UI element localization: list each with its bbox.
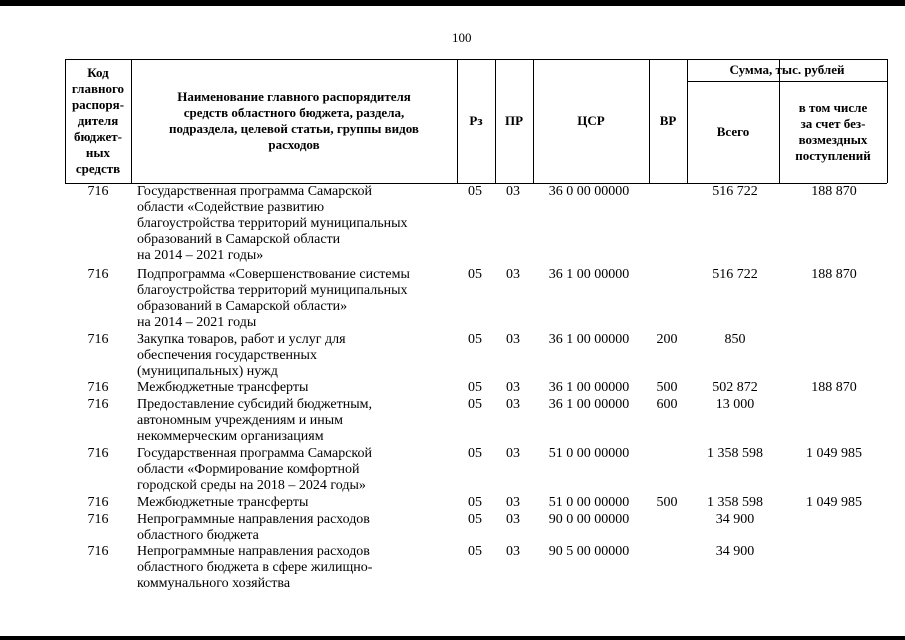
row-csr: 36 1 00 00000 (548, 332, 630, 347)
row-code: 716 (87, 380, 109, 395)
row-code: 716 (87, 544, 109, 559)
row-name (137, 446, 457, 494)
scan-top-border (0, 0, 905, 6)
row-name-line: образований в Самарской области» (137, 299, 348, 314)
row-name-line: некоммерческим организациям (137, 429, 324, 444)
header-name (131, 59, 457, 183)
row-csr: 36 0 00 00000 (548, 184, 630, 199)
row-name-line: Межбюджетные трансферты (137, 495, 309, 510)
row-name-line: Государственная программа Самарской (137, 446, 373, 461)
header-code-line: средств (75, 161, 121, 176)
header-pr: ПР (504, 113, 524, 128)
row-free: 188 870 (811, 184, 857, 199)
row-csr: 36 1 00 00000 (548, 380, 630, 395)
row-total: 502 872 (712, 380, 758, 395)
row-name-line: Межбюджетные трансферты (137, 380, 309, 395)
row-code: 716 (87, 446, 109, 461)
row-name-line: Подпрограмма «Совершенствование системы (137, 267, 410, 282)
header-vr: ВР (659, 113, 677, 128)
header-name-line: подраздела, целевой статьи, группы видов (169, 121, 419, 136)
row-csr: 90 5 00 00000 (548, 544, 630, 559)
row-csr: 90 0 00 00000 (548, 512, 630, 527)
header-column-divider (887, 59, 888, 183)
row-name-line: коммунального хозяйства (137, 576, 291, 591)
row-total: 13 000 (715, 397, 755, 412)
row-name-line: (муниципальных) нужд (137, 364, 278, 379)
row-rz: 05 (468, 446, 482, 461)
row-name-line: областного бюджета (137, 528, 259, 543)
row-code: 716 (87, 397, 109, 412)
row-name (137, 184, 457, 264)
row-name (137, 332, 457, 380)
header-code-line: распоря- (71, 97, 125, 112)
row-free: 188 870 (811, 380, 857, 395)
row-name-line: области «Содействие развитию (137, 200, 325, 215)
page-number: 100 (452, 30, 472, 45)
row-name-line: городской среды на 2018 – 2024 годы» (137, 478, 366, 493)
row-vr: 600 (656, 397, 678, 412)
row-code: 716 (87, 512, 109, 527)
row-csr: 51 0 00 00000 (548, 495, 630, 510)
row-pr: 03 (506, 446, 520, 461)
row-free: 188 870 (811, 267, 857, 282)
row-name (137, 380, 457, 396)
row-code: 716 (87, 495, 109, 510)
row-name (137, 512, 457, 544)
header-name-line: Наименование главного распорядителя (177, 89, 411, 104)
row-name-line: Закупка товаров, работ и услуг для (137, 332, 346, 347)
row-code: 716 (87, 267, 109, 282)
row-name-line: Непрограммные направления расходов (137, 512, 370, 527)
row-vr: 500 (656, 495, 678, 510)
row-csr: 36 1 00 00000 (548, 267, 630, 282)
row-rz: 05 (468, 495, 482, 510)
row-total: 1 358 598 (707, 446, 763, 461)
row-name-line: благоустройства территорий муниципальных (137, 216, 408, 231)
row-name (137, 397, 457, 445)
row-total: 516 722 (712, 267, 758, 282)
row-name (137, 544, 457, 592)
header-rz: Рз (469, 113, 483, 128)
row-rz: 05 (468, 332, 482, 347)
row-name (137, 267, 457, 331)
row-rz: 05 (468, 512, 482, 527)
row-csr: 51 0 00 00000 (548, 446, 630, 461)
row-vr: 200 (656, 332, 678, 347)
row-name-line: Государственная программа Самарской (137, 184, 373, 199)
header-code-line: бюджет- (73, 129, 122, 144)
header-code-line: главного (71, 81, 125, 96)
row-total: 516 722 (712, 184, 758, 199)
row-vr: 500 (656, 380, 678, 395)
header-free-line: поступлений (795, 148, 871, 163)
header-free-line: за счет без- (800, 116, 866, 131)
row-free: 1 049 985 (806, 495, 862, 510)
row-name-line: областного бюджета в сфере жилищно- (137, 560, 373, 575)
header-csr: ЦСР (577, 113, 605, 128)
row-name-line: обеспечения государственных (137, 348, 317, 363)
row-csr: 36 1 00 00000 (548, 397, 630, 412)
row-rz: 05 (468, 397, 482, 412)
row-rz: 05 (468, 184, 482, 199)
row-name-line: автономным учреждениям и иным (137, 413, 344, 428)
row-total: 34 900 (715, 544, 755, 559)
header-name-line: средств областного бюджета, раздела, (183, 105, 405, 120)
header-total: Всего (716, 124, 750, 139)
row-name-line: на 2014 – 2021 годы» (137, 248, 264, 263)
row-pr: 03 (506, 332, 520, 347)
row-pr: 03 (506, 380, 520, 395)
row-name-line: на 2014 – 2021 годы (137, 315, 257, 330)
row-pr: 03 (506, 397, 520, 412)
header-free-line: в том числе (798, 100, 868, 115)
row-pr: 03 (506, 512, 520, 527)
row-name-line: Предоставление субсидий бюджетным, (137, 397, 373, 412)
row-total: 34 900 (715, 512, 755, 527)
row-free: 1 049 985 (806, 446, 862, 461)
row-name-line: Непрограммные направления расходов (137, 544, 370, 559)
scan-bottom-border (0, 636, 905, 640)
row-name-line: образований в Самарской области (137, 232, 341, 247)
row-rz: 05 (468, 544, 482, 559)
row-pr: 03 (506, 184, 520, 199)
row-pr: 03 (506, 267, 520, 282)
row-pr: 03 (506, 544, 520, 559)
header-code-line: Код (87, 65, 109, 80)
row-code: 716 (87, 184, 109, 199)
row-rz: 05 (468, 267, 482, 282)
row-total: 850 (724, 332, 746, 347)
header-name-line: расходов (268, 137, 320, 152)
header-code-line: ных (85, 145, 111, 160)
row-name-line: области «Формирование комфортной (137, 462, 360, 477)
row-rz: 05 (468, 380, 482, 395)
header-sum: Сумма, тыс. рублей (729, 62, 845, 77)
row-code: 716 (87, 332, 109, 347)
header-code (65, 59, 131, 183)
row-name (137, 495, 457, 511)
row-name-line: благоустройства территорий муниципальных (137, 283, 408, 298)
header-code-line: дителя (77, 113, 119, 128)
header-free (779, 81, 887, 183)
row-total: 1 358 598 (707, 495, 763, 510)
row-pr: 03 (506, 495, 520, 510)
header-free-line: возмездных (798, 132, 868, 147)
